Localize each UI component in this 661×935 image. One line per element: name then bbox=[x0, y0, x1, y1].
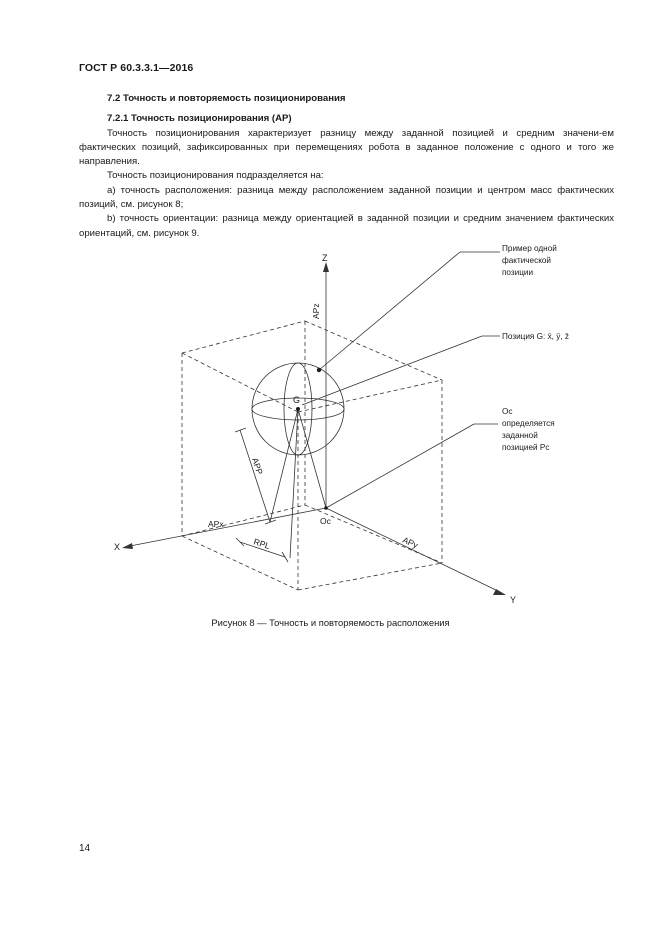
page-number: 14 bbox=[79, 843, 91, 854]
y-axis bbox=[326, 508, 500, 592]
app-label: APP bbox=[250, 456, 265, 476]
callout-oc-line: Oc bbox=[502, 407, 513, 416]
tolerance-box bbox=[182, 321, 442, 590]
callout-position-g: Позиция G: x̄, ȳ, z̄ bbox=[502, 332, 569, 341]
barycenter-point bbox=[296, 407, 300, 411]
callout-leader bbox=[302, 336, 482, 405]
oc-label: Oc bbox=[320, 516, 331, 526]
callout-oc-line: позицией Pc bbox=[502, 443, 550, 452]
callout-example-line: Пример одной bbox=[502, 244, 557, 253]
subsection-heading: 7.2.1 Точность позиционирования (AP) bbox=[107, 113, 292, 125]
paragraph: b) точность ориентации: разница между ориентацией в заданной позиции и средним значением фактических ориентаций, см. рисунок 9. bbox=[79, 213, 614, 239]
callout-example-line: фактической bbox=[502, 256, 552, 265]
section-body bbox=[79, 92, 614, 241]
callout-example-line: позиции bbox=[502, 268, 534, 277]
x-axis bbox=[130, 508, 326, 546]
apz-label: APz bbox=[311, 303, 321, 319]
figure-8-diagram bbox=[100, 240, 580, 610]
paragraph: а) точность расположения: разница между расположением заданной позиции и центром масс фактических позиций, см. рисунок 8; bbox=[79, 184, 614, 211]
z-axis-label: Z bbox=[322, 253, 328, 263]
rpl-label: RPL bbox=[252, 536, 272, 552]
callout-leader bbox=[326, 424, 474, 508]
actual-position-point bbox=[317, 368, 321, 372]
section-heading: 7.2 Точность и повторяемость позиционирования bbox=[107, 93, 346, 104]
y-axis-label: Y bbox=[510, 595, 517, 605]
paragraph: Точность позиционирования подразделяется на: bbox=[107, 170, 324, 182]
callout-oc-line: заданной bbox=[502, 431, 538, 440]
command-pose-point bbox=[324, 506, 328, 510]
figure-caption: Рисунок 8 — Точность и повторяемость расположения bbox=[211, 617, 450, 628]
x-axis-label: X bbox=[114, 542, 121, 552]
g-label: G bbox=[293, 395, 301, 405]
callout-oc-line: определяется bbox=[502, 419, 555, 428]
apy-label: APy bbox=[401, 534, 420, 551]
paragraph: Точность позиционирования характеризует разницу между заданной позицией и средним значени-ем фактических позиций, зафиксированных при перемещениях робота в заданное положение с одного и того же направления. bbox=[79, 127, 614, 168]
standard-number: ГОСТ Р 60.3.3.1—2016 bbox=[79, 62, 194, 74]
apx-label: APx bbox=[208, 519, 224, 529]
